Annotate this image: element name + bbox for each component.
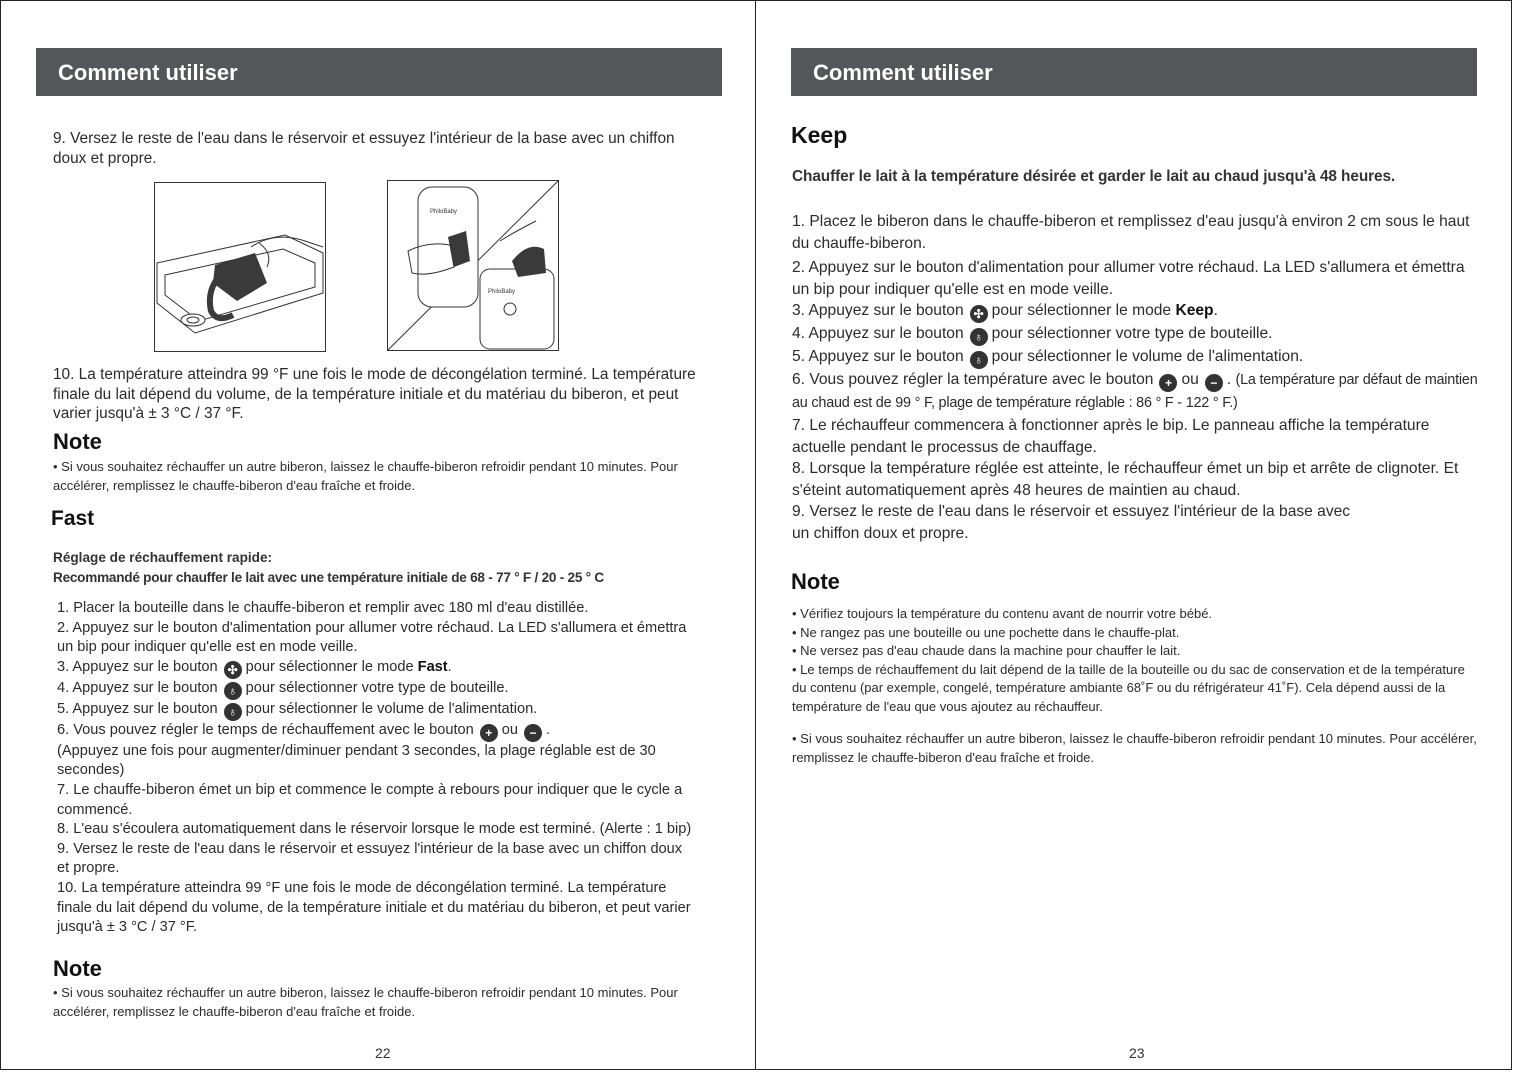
fast-recommendation: Recommandé pour chauffer le lait avec une température initiale de 68 - 77 ° F / 20 - 25 ° C <box>53 570 604 585</box>
fast-mode-label: Fast <box>417 658 448 675</box>
keep-step-8: 8. Lorsque la température réglée est atteinte, le réchauffeur émet un bip et arrête de clignoter. Et s'éteint automatiquement après 48 heures de maintien au chaud. <box>792 460 1459 499</box>
step-10: 10. La température atteindra 99 °F une fois le mode de décongélation terminé. La température finale du lait dépend du volume, de la température initiale et du matériau du biberon, et peut varier jusqu'à ± 3 °C / 37 °F. <box>53 366 696 423</box>
wipe-base-drawing <box>388 181 558 350</box>
page-header: Comment utiliser <box>791 48 1477 96</box>
keep-subtitle: Chauffer le lait à la température désirée et garder le lait au chaud jusqu'à 48 heures. <box>792 168 1396 185</box>
fast-step-6-note: (Appuyez une fois pour augmenter/diminuer pendant 3 secondes, la plage réglable est de 30 secondes) <box>57 742 656 779</box>
pour-water-drawing <box>155 183 325 351</box>
keep-step-3-post: pour sélectionner le mode <box>991 302 1172 320</box>
fast-step-3-pre: 3. Appuyez sur le bouton <box>57 658 218 675</box>
note-item: • Si vous souhaitez réchauffer un autre biberon, laissez le chauffe-biberon refroidir pendant 10 minutes. Pour accélérer, remplissez le chauffe-biberon d'eau fraîche et froide. <box>792 731 1477 765</box>
keep-step-6-note: (La température par défaut de maintien au chaud est de 99 ° F, plage de température réglable : 86 ° F - 122 ° F.) <box>792 372 1478 412</box>
page-number: 22 <box>375 1045 391 1061</box>
plus-button-icon: + <box>1159 374 1177 392</box>
fast-step-1: 1. Placer la bouteille dans le chauffe-biberon et remplir avec 180 ml d'eau distillée. <box>57 600 589 616</box>
fast-step-8: 8. L'eau s'écoulera automatiquement dans le réservoir lorsque le mode est terminé. (Alerte : 1 bip) <box>57 821 692 838</box>
note-heading: Note <box>791 569 840 594</box>
note-heading-2: Note <box>53 956 102 981</box>
fast-step-5-pre: 5. Appuyez sur le bouton <box>57 700 218 717</box>
page-header: Comment utiliser <box>36 48 722 96</box>
fast-step-6-pre: 6. Vous pouvez régler le temps de réchauffement avec le bouton <box>57 721 474 738</box>
pour-water-illustration <box>154 182 326 352</box>
fast-steps <box>57 599 697 938</box>
bottle-volume-button-icon: ♁ <box>970 351 988 369</box>
bottle-volume-button-icon: ♁ <box>224 703 242 721</box>
keep-step-6: 6. Vous pouvez régler la température avec le bouton + ou − . (La température par défaut de maintien au chaud est de 99 ° F, plage de température réglable : 86 ° F - 122 ° F.) <box>792 371 1478 412</box>
fast-step-6: 6. Vous pouvez régler le temps de réchauffement avec le bouton + ou − . <box>57 721 551 740</box>
fast-heading: Fast <box>51 507 95 530</box>
keep-step-6-mid: ou <box>1181 371 1199 389</box>
keep-step-3: 3. Appuyez sur le bouton ✣ pour sélectionner le mode Keep. <box>792 302 1218 322</box>
wipe-base-illustration <box>387 180 559 351</box>
keep-heading: Keep <box>791 122 848 148</box>
note-item: • Ne versez pas d'eau chaude dans la machine pour chauffer le lait. <box>792 643 1181 658</box>
keep-step-9: 9. Versez le reste de l'eau dans le réservoir et essuyez l'intérieur de la base avec un chiffon doux et propre. <box>792 503 1351 542</box>
plus-button-icon: + <box>480 724 498 742</box>
mode-button-icon: ✣ <box>970 305 988 323</box>
fast-step-5-post: pour sélectionner le volume de l'alimentation. <box>245 700 538 717</box>
keep-step-7: 7. Le réchauffeur commencera à fonctionner après le bip. Le panneau affiche la température actuelle pendant le processus de chauffage. <box>792 416 1430 456</box>
keep-step-3-pre: 3. Appuyez sur le bouton <box>792 302 964 320</box>
note-item: • Ne rangez pas une bouteille ou une pochette dans le chauffe-plat. <box>792 624 1180 640</box>
note-heading: Note <box>53 429 102 454</box>
brand-text-2: PhiloBaby <box>488 289 516 295</box>
minus-button-icon: − <box>524 724 542 742</box>
fast-step-7: 7. Le chauffe-biberon émet un bip et commence le compte à rebours pour indiquer que le cycle a commencé. <box>57 781 683 818</box>
keep-step-6-pre: 6. Vous pouvez régler la température avec le bouton <box>792 371 1154 389</box>
note-item: • Vérifiez toujours la température du contenu avant de nourrir votre bébé. <box>792 606 1213 621</box>
fast-step-3-post: pour sélectionner le mode <box>245 658 414 675</box>
bottle-button-icon: ♁ <box>224 682 242 700</box>
fast-step-6-mid: ou <box>501 721 518 738</box>
note-list <box>792 605 1482 767</box>
keep-step-5-pre: 5. Appuyez sur le bouton <box>792 348 964 366</box>
bottle-button-icon: ♁ <box>970 328 988 346</box>
page-number: 23 <box>1129 1045 1145 1061</box>
fast-step-9: 9. Versez le reste de l'eau dans le réservoir et essuyez l'intérieur de la base avec un chiffon doux et propre. <box>57 840 683 877</box>
fast-step-10: 10. La température atteindra 99 °F une fois le mode de décongélation terminé. La température finale du lait dépend du volume, de la température initiale et du matériau du biberon, et peut varier jusqu'à ± 3 °C / 37 °F. <box>57 879 691 936</box>
left-page <box>0 0 756 1070</box>
fast-step-2: 2. Appuyez sur le bouton d'alimentation pour allumer votre réchaud. La LED s'allumera et émettra un bip pour indiquer qu'elle est en mode veille. <box>57 619 687 656</box>
keep-step-2: 2. Appuyez sur le bouton d'alimentation pour allumer votre réchaud. La LED s'allumera et émettra un bip pour indiquer qu'elle est en mode veille. <box>792 259 1465 298</box>
step-9: 9. Versez le reste de l'eau dans le réservoir et essuyez l'intérieur de la base avec un chiffon doux et propre. <box>53 130 675 167</box>
keep-steps <box>792 211 1482 545</box>
fast-step-5 <box>57 700 697 721</box>
mode-button-icon: ✣ <box>224 661 242 679</box>
keep-step-4-pre: 4. Appuyez sur le bouton <box>792 325 964 343</box>
fast-step-4 <box>57 679 697 700</box>
keep-step-5 <box>792 346 1482 369</box>
keep-mode-label: Keep <box>1175 302 1214 320</box>
fast-step-4-pre: 4. Appuyez sur le bouton <box>57 679 218 696</box>
keep-step-4 <box>792 323 1482 346</box>
fast-subtitle: Réglage de réchauffement rapide: <box>53 550 273 565</box>
note-text: • Si vous souhaitez réchauffer un autre biberon, laissez le chauffe-biberon refroidir pendant 10 minutes. Pour accélérer, remplissez le chauffe-biberon d'eau fraîche et froide. <box>53 459 678 493</box>
keep-step-5-post: pour sélectionner le volume de l'alimentation. <box>991 348 1304 366</box>
fast-step-3: 3. Appuyez sur le bouton ✣ pour sélectionner le mode Fast. <box>57 658 452 677</box>
fast-step-4-post: pour sélectionner votre type de bouteille. <box>245 679 509 696</box>
brand-text: PhiloBaby <box>430 209 458 215</box>
note-item: • Le temps de réchauffement du lait dépend de la taille de la bouteille ou du sac de conservation et de la température du contenu (par exemple, congelé, température ambiante 68˚F ou du réfrigérateur 41˚F). Cela dépend aussi de la température de l'eau que vous ajoutez au réchauffeur. <box>792 661 1465 714</box>
keep-step-1: 1. Placez le biberon dans le chauffe-biberon et remplissez d'eau jusqu'à environ 2 cm sous le haut du chauffe-biberon. <box>792 213 1470 252</box>
keep-step-4-post: pour sélectionner votre type de bouteille. <box>991 325 1273 343</box>
minus-button-icon: − <box>1205 374 1223 392</box>
note-text-2: • Si vous souhaitez réchauffer un autre biberon, laissez le chauffe-biberon refroidir pendant 10 minutes. Pour accélérer, remplissez le chauffe-biberon d'eau fraîche et froide. <box>53 985 678 1019</box>
right-page <box>756 0 1512 1070</box>
